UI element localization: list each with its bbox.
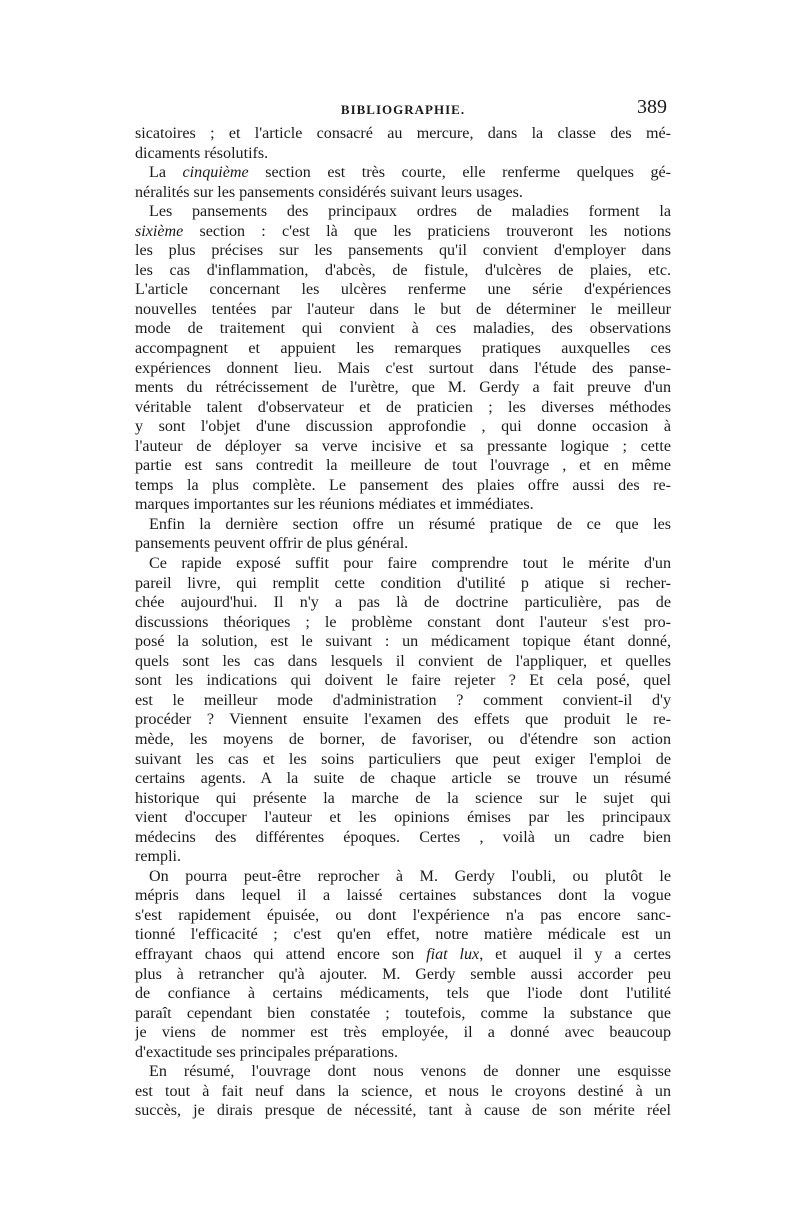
text-line: je viens de nommer est très employée, il a donné avec beaucoup [135,1024,671,1042]
text-line: tionné l'efficacité ; c'est qu'en effet, notre matière médicale est un [135,926,671,944]
paragraph [135,515,671,554]
text-line: accompagnent et appuient les remarques pratiques auxquelles ces [135,340,671,358]
text-line: vient d'occuper l'auteur et les opinions émises par les principaux [135,809,671,827]
paragraph [135,124,671,163]
text-line: est tout à fait neuf dans la science, et nous le croyons destiné à un [135,1082,671,1100]
text-line: de confiance à certains médicaments, tels que l'iode dont l'utilité [135,985,671,1003]
text-line: nouvelles tentées par l'auteur dans le but de déterminer le meilleur [135,300,671,318]
text-line: posé la solution, est le suivant : un médicament topique étant donné, [135,633,671,651]
text-line: pansements peuvent offrir de plus général. [135,535,409,553]
running-title: BIBLIOGRAPHIE. [340,102,466,117]
text-line: néralités sur les pansements considérés suivant leurs usages. [135,183,523,201]
text-line: certains agents. A la suite de chaque article se trouve un résumé [135,770,671,788]
text-line: mode de traitement qui convient à ces maladies, des observations [135,320,671,338]
text-line: dicaments résolutifs. [135,144,269,162]
text-line: l'auteur de déployer sa verve incisive et sa pressante logique ; cette [135,437,671,455]
paragraph [135,554,671,867]
text-line: Enfin la dernière section offre un résumé pratique de ce que les [149,515,671,533]
paragraph [135,867,671,1062]
text-line: mède, les moyens de borner, de favoriser, ou d'étendre son action [135,730,671,748]
text-line: temps la plus complète. Le pansement des plaies offre aussi des re- [135,476,671,494]
text-line: Les pansements des principaux ordres de maladies forment la [149,203,671,221]
text-line: d'exactitude ses principales préparations. [135,1043,398,1061]
text-line: paraît cependant bien constatée ; toutefois, comme la substance que [135,1004,671,1022]
text-line: plus à retrancher qu'à ajouter. M. Gerdy semble aussi accorder peu [135,965,671,983]
text-line: mépris dans lequel il a laissé certaines substances dont la vogue [135,887,671,905]
text-line: effrayant chaos qui attend encore son fiat lux, et auquel il y a certes [135,945,671,963]
paragraph [135,163,671,202]
page-number: 389 [637,96,667,118]
text-line: s'est rapidement épuisée, ou dont l'expérience n'a pas encore sanc- [135,906,671,924]
text-line: La cinquième section est très courte, elle renferme quelques gé- [149,164,671,182]
text-line: On pourra peut-être reprocher à M. Gerdy l'oubli, ou plutôt le [149,867,671,885]
text-line: pareil livre, qui remplit cette condition d'utilité p atique si recher- [135,574,671,592]
text-line: médecins des différentes époques. Certes , voilà un cadre bien [135,828,671,846]
running-head [135,96,671,122]
text-line: sicatoires ; et l'article consacré au mercure, dans la classe des mé- [135,125,671,142]
text-line: les cas d'inflammation, d'abcès, de fistule, d'ulcères de plaies, etc. [135,261,671,279]
paragraph [135,1062,671,1121]
text-line: procéder ? Viennent ensuite l'examen des effets que produit le re- [135,711,671,729]
text-line: véritable talent d'observateur et de praticien ; les diverses méthodes [135,398,671,416]
text-line: y sont l'objet d'une discussion approfondie , qui donne occasion à [135,418,671,436]
text-line: partie est sans contredit la meilleure de tout l'ouvrage , et en même [135,457,671,475]
text-line: sixième section : c'est là que les praticiens trouveront les notions [135,222,671,240]
book-page [135,96,671,1121]
text-line: expériences donnent lieu. Mais c'est surtout dans l'étude des panse- [135,359,671,377]
text-line: est le meilleur mode d'administration ? comment convient-il d'y [135,691,671,709]
paragraph [135,202,671,515]
text-line: chée aujourd'hui. Il n'y a pas là de doctrine particulière, pas de [135,594,671,612]
text-line: discussions théoriques ; le problème constant dont l'auteur s'est pro- [135,613,671,631]
body-text [135,124,671,1121]
text-line: L'article concernant les ulcères renferme une série d'expériences [135,281,671,299]
text-line: ments du rétrécissement de l'urètre, que M. Gerdy a fait preuve d'un [135,379,671,397]
text-line: suivant les cas et les soins particuliers que peut exiger l'emploi de [135,750,671,768]
text-line: rempli. [135,848,182,866]
text-line: marques importantes sur les réunions médiates et immédiates. [135,496,534,514]
text-line: sont les indications qui doivent le faire rejeter ? Et cela posé, quel [135,672,671,690]
text-line: les plus précises sur les pansements qu'il convient d'employer dans [135,242,671,260]
text-line: quels sont les cas dans lesquels il convient de l'appliquer, et quelles [135,652,671,670]
text-line: succès, je dirais presque de nécessité, tant à cause de son mérite réel [135,1102,671,1120]
text-line: Ce rapide exposé suffit pour faire comprendre tout le mérite d'un [149,555,671,573]
text-line: historique qui présente la marche de la science sur le sujet qui [135,789,671,807]
text-line: En résumé, l'ouvrage dont nous venons de donner une esquisse [149,1063,671,1081]
